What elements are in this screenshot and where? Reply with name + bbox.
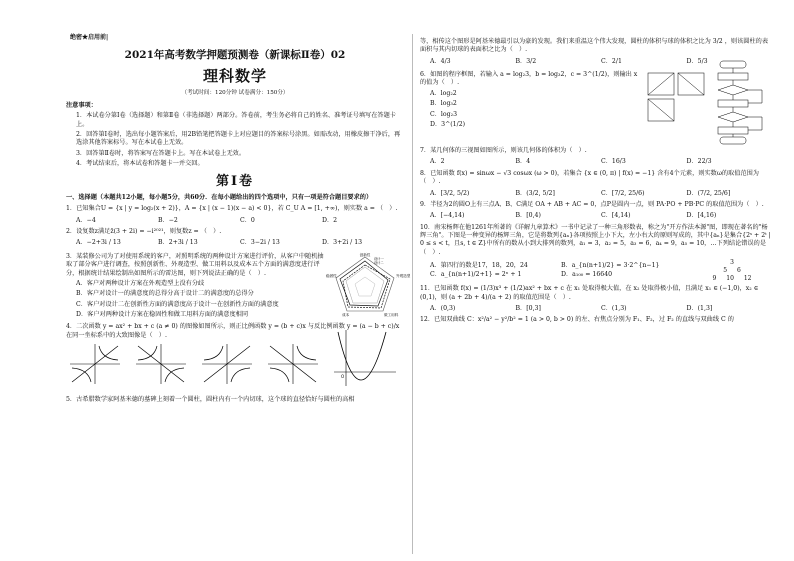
question-1: 1．已知集合U = {x | y = log₂(x + 2)}，A = {x | (x − 1)(x − a) < 0}，若 C_U A = [1, +∞)，则实数 a = （ ）. bbox=[66, 205, 398, 213]
triangle-row: 3 bbox=[730, 259, 734, 267]
option: D．a₁₀₀ = 16640 bbox=[561, 271, 613, 279]
question-3-block bbox=[66, 251, 411, 322]
part-one-heading: 第Ⅰ卷 bbox=[215, 174, 255, 190]
option: D．3^(1/2) bbox=[430, 120, 466, 128]
option: A．4/3 bbox=[430, 57, 451, 65]
radar-label: 稳固性 bbox=[326, 273, 337, 278]
radar-legend: 设计二 bbox=[374, 260, 384, 265]
question-5-continued: 等，相传这个图形是阿基米德最引以为豪的发现。我们来重温这个伟大发现，圆柱的体积与球的体积之比为 3/2 ，则该圆柱的表面积与其内切球的表面积之比为（ ）. bbox=[420, 38, 769, 54]
option: D．(1,3] bbox=[686, 305, 713, 313]
option: A．第四行的数是17，18，20，24 bbox=[430, 262, 528, 270]
option: B．(3/2, 5/2] bbox=[515, 189, 555, 197]
question-12: 12．已知双曲线 C：x²/a² − y²/b² = 1 (a > 0, b > 0) 的左、右焦点分别为 F₁、F₂，过 F₂ 的直线与双曲线 C 的 bbox=[420, 316, 734, 324]
number-triangle bbox=[692, 259, 772, 283]
left-column bbox=[66, 30, 411, 406]
question-3-options bbox=[76, 280, 326, 319]
option: D．[4,16) bbox=[686, 212, 717, 220]
option: D．2 bbox=[322, 216, 338, 224]
radar-label: 做工用料 bbox=[384, 312, 399, 317]
option: C．(1,3) bbox=[601, 305, 627, 313]
option: C．0 bbox=[240, 216, 255, 224]
radar-chart bbox=[326, 251, 411, 317]
question-5: 5．古希腊数学家阿基米德的墓碑上刻着一个圆柱，圆柱内有一个内切球，这个球的直径恰好与圆柱的高相 bbox=[66, 396, 355, 404]
question-6-7-block bbox=[420, 69, 772, 145]
option: A．[−4,14) bbox=[430, 212, 465, 220]
option: C．2/1 bbox=[601, 57, 622, 65]
option: B．客户对设计一的满意度的总得分高于设计二的满意度的总得分 bbox=[76, 290, 254, 298]
question-6-options bbox=[430, 90, 644, 129]
option: C．log₂3 bbox=[430, 110, 458, 118]
option: B．[0,4) bbox=[515, 212, 541, 220]
exam-title: 2021年高考数学押题预测卷（新课标Ⅱ卷）02 bbox=[124, 49, 346, 61]
option: A．(0,3) bbox=[430, 305, 456, 313]
radar-legend: 设计一 bbox=[374, 256, 384, 261]
question-9: 9．半径为2的圆O上有三点A、B、C满足 OA + AB + AC = 0，点P是圆内一点，则 PA·PO + PB·PC 的取值范围为（ ）. bbox=[420, 200, 764, 208]
option: C．客户对设计二在创新性方面的满意度高于设计一在创新性方面的满意度 bbox=[76, 300, 279, 308]
exam-subject: 理科数学 bbox=[202, 67, 267, 86]
option: B．3/2 bbox=[515, 57, 537, 65]
triangle-row: 5 6 bbox=[723, 267, 741, 275]
three-view-figure bbox=[644, 69, 710, 125]
question-8: 8．已知函数 f(x) = sinωx − √3 cosωx (ω > 0)，若集合 {x ∈ (0, π) | f(x) = −1} 含有4个元素，则实数ω的取值范围为（ ）. bbox=[420, 169, 759, 186]
option: D．3+2i / 13 bbox=[322, 239, 363, 247]
option: A．[3/2, 5/2) bbox=[430, 189, 470, 197]
radar-label: 成本 bbox=[342, 312, 350, 317]
question-7: 7．某几何体的三视图如图所示，则该几何体的体积为（ ）. bbox=[420, 147, 587, 155]
option: B．[0,3] bbox=[515, 305, 541, 313]
option: D．(7/2, 25/6] bbox=[686, 189, 731, 197]
question-2-options bbox=[76, 239, 404, 247]
graph-b bbox=[132, 342, 190, 386]
notice-item: 3．回答第Ⅱ卷时，将答案写在答题卡上。写在本试卷上无效。 bbox=[76, 149, 246, 157]
question-2: 2．设复数z满足z̄(3 + 2i) = −i²⁰²¹，则复数z = （ ）. bbox=[66, 228, 222, 236]
question-4: 4．二次函数 y = ax² + bx + c (a ≠ 0) 的图像如图所示，则正比例函数 y = (b + c)x 与反比例函数 y = (a − b + c)/x 在同一坐标系中的大致图像是（ ）. bbox=[66, 323, 400, 339]
option: D．5/3 bbox=[686, 57, 708, 65]
question-8-options bbox=[430, 190, 772, 198]
question-3-text bbox=[66, 251, 326, 322]
option: C．[4,14) bbox=[601, 212, 631, 220]
notice-heading: 注意事项： bbox=[66, 101, 97, 109]
option: B．−2 bbox=[158, 216, 178, 224]
question-1-options bbox=[76, 217, 404, 225]
option: A．log₂2 bbox=[430, 89, 457, 97]
option: C．16/3 bbox=[601, 158, 626, 166]
question-3: 3．某装修公司为了对使用系统的客户，对照明系统的两种设计方案进行评价，从客户中随机抽取了部分客户进行调查，按照创新性、外观造型、做工用料以及成本五个方面的满意度进行评分，根据统计结果绘制出如图所示的雷达图，则下列说法正确的是（ ）. bbox=[66, 252, 324, 277]
question-4-graphs bbox=[66, 342, 404, 394]
notice-item: 2．回答第Ⅰ卷时，选出每小题答案后，用2B铅笔把答题卡上对应题目的答案标号涂黑。如需改动，用橡皮擦干净后，再选涂其他答案标号。写在本试卷上无效。 bbox=[76, 131, 401, 147]
secret-label: 绝密★启用前| bbox=[70, 34, 109, 41]
question-11-options bbox=[430, 305, 772, 313]
right-column bbox=[420, 36, 772, 327]
exam-info: （考试时间：120分钟 试卷满分：150分） bbox=[181, 90, 289, 97]
question-6: 6．如图的程序框图，若输入 a = log₂3，b = log₃2，c = 3^(1/2)，则输出 x 的值为（ ）. bbox=[420, 71, 638, 87]
notice-item: 4．考试结束后，将本试卷和答题卡一并交回。 bbox=[76, 160, 204, 168]
option: A．−4 bbox=[76, 216, 96, 224]
option: C．[7/2, 25/6) bbox=[601, 189, 645, 197]
option: B．4 bbox=[515, 158, 531, 166]
option: D．22/3 bbox=[686, 158, 712, 166]
option: C．a_{n(n+1)/2+1} = 2ⁿ + 1 bbox=[430, 271, 522, 279]
graph-c bbox=[198, 342, 256, 386]
notice bbox=[66, 102, 404, 169]
question-7-options bbox=[430, 158, 772, 166]
option: D．客户对两种设计方案在稳固性和做工用料方面的满意度相同 bbox=[76, 310, 249, 318]
option: C．3−2i / 13 bbox=[240, 239, 280, 247]
section-heading: 一、选择题（本题共12小题，每小题5分，共60分．在每小题给出的四个选项中，只有一项是符合题目要求的） bbox=[66, 194, 373, 202]
column-divider bbox=[412, 34, 413, 554]
graph-d bbox=[264, 342, 322, 386]
triangle-row: 9 10 12 bbox=[712, 275, 752, 283]
option: A．2 bbox=[430, 158, 445, 166]
question-6-7-text bbox=[420, 69, 644, 145]
parabola-graph bbox=[332, 328, 398, 388]
question-10-block bbox=[420, 259, 772, 283]
option: A．客户对两种设计方案在外观造型上没有分歧 bbox=[76, 279, 205, 287]
radar-label: 外观造型 bbox=[396, 273, 411, 278]
radar-label: 创新性 bbox=[359, 252, 371, 257]
question-9-options bbox=[430, 212, 772, 220]
option: B．2+3i / 13 bbox=[158, 239, 198, 247]
question-11: 11．已知函数 f(x) = (1/3)x³ + (1/2)ax² + bx + c 在 x₁ 处取得极大值，在 x₂ 处取得极小值，且满足 x₁ ∈ (−1,0)，x₂ ∈ (0,1)，则 (a + 2b + 4)/(a + 2) 的取值范围是（ ）. bbox=[420, 285, 759, 301]
graph-a bbox=[66, 342, 124, 386]
origin-label: O bbox=[341, 374, 345, 380]
question-10-options bbox=[430, 262, 692, 280]
question-10: 10．南宋杨辉在他1261年所著的《详解九章算术》一书中记录了一种三角形数表，称之为"开方作法本源"图，即现在著名的"杨辉三角"。下图是一种变异的杨辉三角，它是将数列{aₙ}各项按照上小下大，左小右大的原则写成的，其中{aₙ}是集合{2ˢ + 2ᵗ | 0 ≤ s < t，且s, t ∈ Z}中所有的数从小到大排列的数列，a₁ = 3，a₂ = 5，a₃ = 6，a₄ = 9，a₅ = 10，…下列结论错误的是（ ）. bbox=[420, 223, 771, 256]
flowchart bbox=[710, 59, 772, 145]
option: B．log₃2 bbox=[430, 100, 457, 108]
option: A．−2+3i / 13 bbox=[76, 239, 121, 247]
option: B．a_{n(n+1)/2} = 3·2^{n−1} bbox=[561, 262, 660, 270]
notice-item: 1．本试卷分第Ⅰ卷（选择题）和第Ⅱ卷（非选择题）两部分。答卷前，考生务必将自己的姓名、准考证号填写在答题卡上。 bbox=[76, 112, 396, 128]
